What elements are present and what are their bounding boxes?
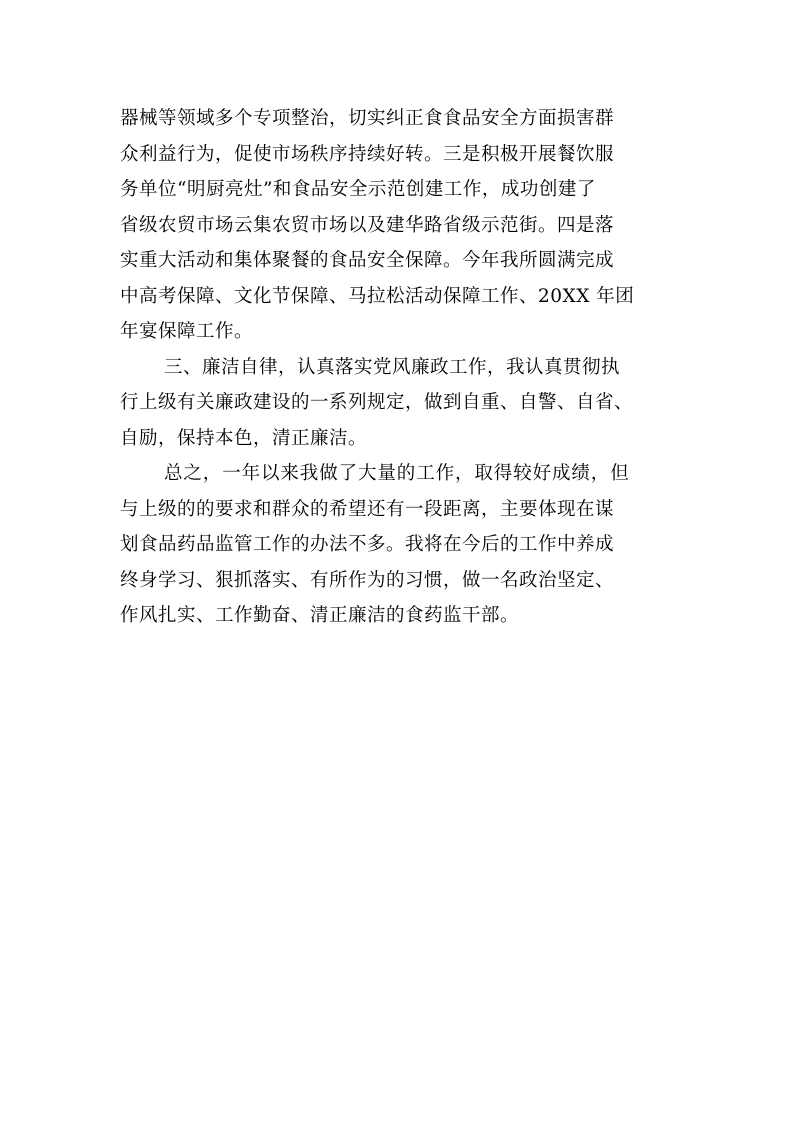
text-line: 总之，一年以来我做了大量的工作，取得较好成绩，但 (164, 463, 630, 484)
text-line: 中高考保障、文化节保障、马拉松活动保障工作、20XX 年团 (120, 285, 635, 307)
text-line: 年宴保障工作。 (120, 321, 254, 342)
text-line: 自励，保持本色，清正廉洁。 (120, 427, 368, 449)
text-line: 省级农贸市场云集农贸市场以及建华路省级示范街。四是落 (120, 214, 615, 236)
paragraph-integrity (120, 350, 680, 457)
text-line: 务单位“明厨亮灶”和食品安全示范创建工作，成功创建了 (120, 179, 596, 200)
document-body (120, 101, 680, 634)
text-line: 终身学习、狠抓落实、有所作为的习惯，做一名政治坚定、 (120, 569, 615, 591)
text-line: 行上级有关廉政建设的一系列规定，做到自重、自警、自省、 (120, 392, 634, 413)
text-line: 实重大活动和集体聚餐的食品安全保障。今年我所圆满完成 (120, 250, 615, 271)
text-line: 与上级的的要求和群众的希望还有一段距离，主要体现在谋 (120, 498, 615, 520)
text-line: 作风扎实、工作勤奋、清正廉洁的食药监干部。 (120, 605, 520, 626)
text-line: 器械等领域多个专项整治，切实纠正食食品安全方面损害群 (120, 108, 615, 129)
paragraph-conclusion (120, 456, 680, 634)
text-line: 三、廉洁自律，认真落实党风廉政工作，我认真贯彻执 (164, 356, 621, 378)
text-line: 划食品药品监管工作的办法不多。我将在今后的工作中养成 (120, 534, 615, 555)
paragraph-work-summary-continued (120, 101, 680, 350)
text-line: 众利益行为，促使市场秩序持续好转。三是积极开展餐饮服 (120, 143, 615, 165)
